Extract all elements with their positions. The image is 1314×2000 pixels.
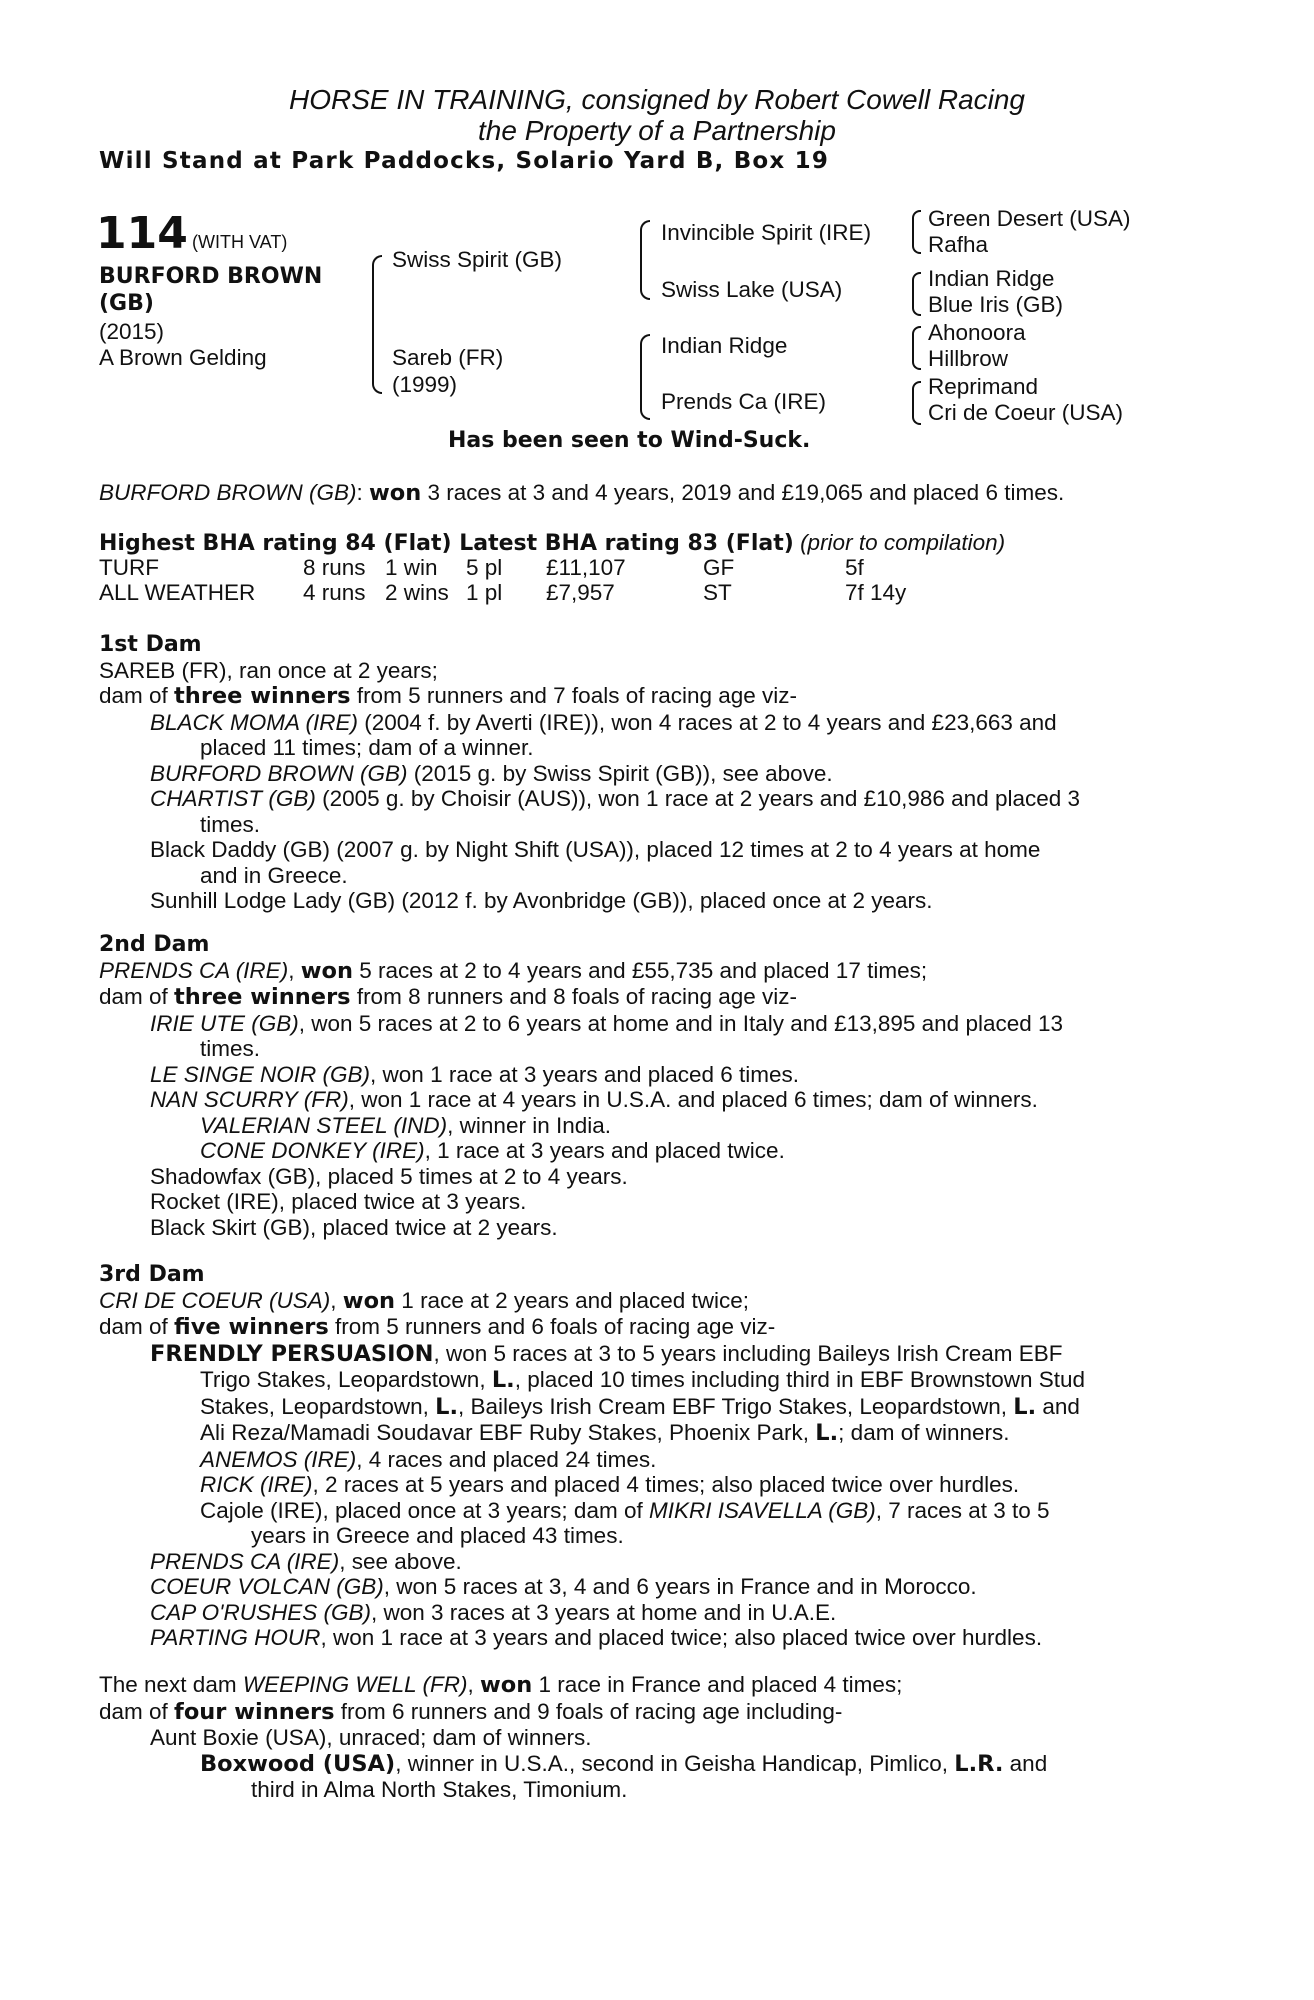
horse-description: A Brown Gelding	[99, 345, 267, 370]
dam-sire: Indian Ridge	[661, 333, 788, 358]
third-dam-heading: 3rd Dam	[99, 1262, 205, 1287]
bha-rating: Highest BHA rating 84 (Flat) Latest BHA rating 83 (Flat) (prior to compilation)	[99, 530, 1006, 556]
dam-sire-sire: Ahonoora	[928, 320, 1026, 345]
produce-entry: RICK (IRE), 2 races at 5 years and placed 4 times; also placed twice over hurdles.	[200, 1472, 1020, 1497]
produce-entry: COEUR VOLCAN (GB), won 5 races at 3, 4 and 6 years in France and in Morocco.	[150, 1574, 977, 1599]
first-dam-heading: 1st Dam	[99, 632, 202, 657]
produce-entry: CAP O'RUSHES (GB), won 3 races at 3 years at home and in U.A.E.	[150, 1599, 837, 1625]
pedigree-brace-3b	[912, 272, 921, 316]
sire-dam: Swiss Lake (USA)	[661, 277, 843, 302]
pedigree-brace-dam	[640, 334, 650, 420]
produce-entry-cont: Ali Reza/Mamadi Soudavar EBF Ruby Stakes, Phoenix Park, L.; dam of winners.	[200, 1420, 1010, 1446]
sire-dam-dam: Blue Iris (GB)	[928, 292, 1064, 317]
first-dam-line: SAREB (FR), ran once at 2 years;	[99, 657, 438, 683]
produce-entry: Boxwood (USA), winner in U.S.A., second in Geisha Handicap, Pimlico, L.R. and	[200, 1750, 1048, 1777]
horse-name: BURFORD BROWN	[99, 264, 323, 289]
produce-entry-cont: years in Greece and placed 43 times.	[251, 1523, 624, 1548]
produce-entry: NAN SCURRY (FR), won 1 race at 4 years in U.S.A. and placed 6 times; dam of winners.	[150, 1087, 1038, 1112]
next-dam-section	[99, 1672, 1203, 1803]
produce-entry: PRENDS CA (IRE), see above.	[150, 1548, 462, 1574]
produce-entry-cont: times.	[200, 811, 261, 837]
produce-entry: Black Daddy (GB) (2007 g. by Night Shift (USA)), placed 12 times at 2 to 4 years at home	[150, 837, 1041, 862]
dam-year: (1999)	[392, 372, 458, 397]
produce-entry: FRENDLY PERSUASION, won 5 races at 3 to 5 years including Baileys Irish Cream EBF	[150, 1340, 1063, 1367]
vat-note: (WITH VAT)	[192, 232, 288, 252]
produce-entry: PARTING HOUR, won 1 race at 3 years and placed twice; also placed twice over hurdles.	[150, 1625, 1043, 1650]
produce-entry: VALERIAN STEEL (IND), winner in India.	[200, 1112, 612, 1138]
produce-entry: Black Skirt (GB), placed twice at 2 years.	[150, 1214, 558, 1240]
dam-dam: Prends Ca (IRE)	[661, 389, 827, 414]
produce-entry: Sunhill Lodge Lady (GB) (2012 f. by Avonbridge (GB)), placed once at 2 years.	[150, 888, 933, 913]
third-dam-section	[99, 1262, 1203, 1651]
first-dam-produce: dam of three winners from 5 runners and 7 foals of racing age viz-	[99, 683, 798, 709]
sire-name: Swiss Spirit (GB)	[392, 247, 563, 272]
produce-entry: ANEMOS (IRE), 4 races and placed 24 times.	[200, 1446, 657, 1472]
third-dam-produce: dam of five winners from 5 runners and 6 foals of racing age viz-	[99, 1314, 776, 1340]
race-summary: BURFORD BROWN (GB): won 3 races at 3 and 4 years, 2019 and £19,065 and placed 6 times.	[99, 480, 1065, 506]
foaling-year: (2015)	[99, 319, 165, 344]
third-dam-line: CRI DE COEUR (USA), won 1 race at 2 years and placed twice;	[99, 1287, 749, 1314]
second-dam-line: PRENDS CA (IRE), won 5 races at 2 to 4 years and £55,735 and placed 17 times;	[99, 957, 928, 984]
dam-dam-sire: Reprimand	[928, 374, 1039, 399]
next-dam-produce: dam of four winners from 6 runners and 9 foals of racing age including-	[99, 1698, 843, 1725]
pedigree-brace-3a	[912, 210, 921, 254]
produce-entry: CONE DONKEY (IRE), 1 race at 3 years and placed twice.	[200, 1138, 785, 1163]
header-line-2: the Property of a Partnership	[478, 115, 836, 146]
produce-entry-cont: placed 11 times; dam of a winner.	[200, 735, 534, 760]
dam-name: Sareb (FR)	[392, 345, 504, 370]
produce-entry: LE SINGE NOIR (GB), won 1 race at 3 years and placed 6 times.	[150, 1061, 800, 1087]
wind-suck-note: Has been seen to Wind-Suck.	[448, 428, 811, 453]
header-line-1: HORSE IN TRAINING, consigned by Robert Cowell Racing	[288, 84, 1026, 115]
produce-entry: Rocket (IRE), placed twice at 3 years.	[150, 1189, 527, 1214]
sire-sire-sire: Green Desert (USA)	[928, 206, 1131, 231]
pedigree-brace-gen1	[372, 255, 382, 394]
produce-entry-cont: Stakes, Leopardstown, L., Baileys Irish Cream EBF Trigo Stakes, Leopardstown, L. and	[200, 1393, 1080, 1420]
sire-sire-dam: Rafha	[928, 232, 989, 257]
sire-dam-sire: Indian Ridge	[928, 266, 1055, 291]
produce-entry-cont: times.	[200, 1036, 261, 1061]
produce-entry: BURFORD BROWN (GB) (2015 g. by Swiss Spirit (GB)), see above.	[150, 760, 833, 786]
horse-name-country: (GB)	[99, 291, 154, 316]
second-dam-produce: dam of three winners from 8 runners and 8 foals of racing age viz-	[99, 984, 798, 1010]
produce-entry: BLACK MOMA (IRE) (2004 f. by Averti (IRE)), won 4 races at 2 to 4 years and £23,663 and	[150, 709, 1057, 735]
next-dam-line: The next dam WEEPING WELL (FR), won 1 race in France and placed 4 times;	[99, 1672, 903, 1698]
produce-entry-cont: and in Greece.	[200, 862, 348, 888]
second-dam-heading: 2nd Dam	[99, 932, 210, 957]
second-dam-section	[99, 932, 1203, 1240]
lot-number: 114	[96, 208, 188, 259]
pedigree-brace-sire	[640, 220, 650, 300]
produce-entry-cont: third in Alma North Stakes, Timonium.	[251, 1777, 628, 1802]
first-dam-section	[99, 632, 1203, 914]
produce-entry: Shadowfax (GB), placed 5 times at 2 to 4 years.	[150, 1163, 628, 1189]
produce-entry: IRIE UTE (GB), won 5 races at 2 to 6 years at home and in Italy and £13,895 and placed 13	[150, 1010, 1064, 1036]
sire-sire: Invincible Spirit (IRE)	[661, 220, 872, 245]
dam-dam-dam: Cri de Coeur (USA)	[928, 400, 1124, 425]
produce-entry: CHARTIST (GB) (2005 g. by Choisir (AUS)), won 1 race at 2 years and £10,986 and placed 3	[150, 786, 1081, 811]
dam-sire-dam: Hillbrow	[928, 346, 1009, 371]
produce-entry-cont: Trigo Stakes, Leopardstown, L., placed 10 times including third in EBF Brownstown Stud	[200, 1367, 1086, 1393]
produce-entry: Aunt Boxie (USA), unraced; dam of winners.	[150, 1725, 592, 1750]
pedigree-brace-3c	[912, 326, 921, 370]
header-line-3: Will Stand at Park Paddocks, Solario Yard B, Box 19	[99, 148, 830, 174]
pedigree-brace-3d	[912, 381, 921, 425]
produce-entry: Cajole (IRE), placed once at 3 years; dam of MIKRI ISAVELLA (GB), 7 races at 3 to 5	[200, 1497, 1050, 1523]
